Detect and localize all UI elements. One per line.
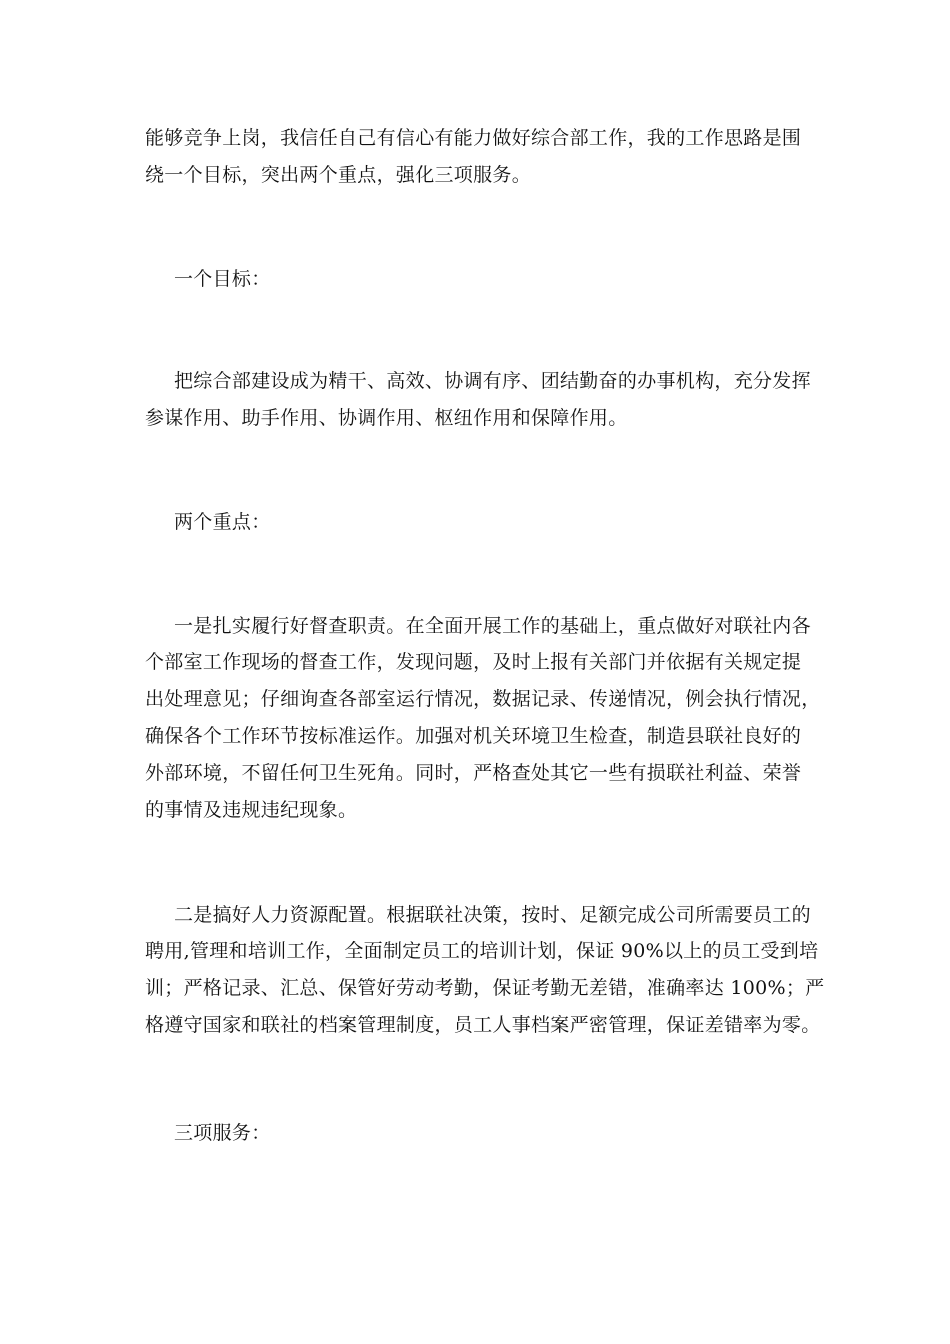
paragraph-intro-line-1: 能够竞争上岗，我信任自己有信心有能力做好综合部工作，我的工作思路是围 <box>145 127 802 149</box>
paragraph-goal-line-1: 把综合部建设成为精干、高效、协调有序、团结勤奋的办事机构，充分发挥 <box>174 370 811 392</box>
paragraph-focus-one-line-2: 个部室工作现场的督查工作，发现问题，及时上报有关部门并依据有关规定提 <box>145 651 802 673</box>
paragraph-focus-two-line-1: 二是搞好人力资源配置。根据联社决策，按时、足额完成公司所需要员工的 <box>174 904 811 926</box>
paragraph-focus-one-line-1: 一是扎实履行好督查职责。在全面开展工作的基础上，重点做好对联社内各 <box>174 615 811 637</box>
paragraph-focus-one-line-3: 出处理意见；仔细询查各部室运行情况，数据记录、传递情况，例会执行情况， <box>145 688 821 710</box>
paragraph-focus-one-line-4: 确保各个工作环节按标准运作。加强对机关环境卫生检查，制造县联社良好的 <box>145 725 802 747</box>
heading-one-goal: 一个目标： <box>174 268 271 290</box>
heading-two-focuses: 两个重点： <box>174 511 271 533</box>
heading-three-services: 三项服务： <box>174 1122 271 1144</box>
paragraph-focus-one-line-6: 的事情及违规违纪现象。 <box>145 799 358 821</box>
paragraph-focus-two-line-4: 格遵守国家和联社的档案管理制度，员工人事档案严密管理，保证差错率为零。 <box>145 1014 821 1036</box>
paragraph-focus-one-line-5: 外部环境，不留任何卫生死角。同时，严格查处其它一些有损联社利益、荣誉 <box>145 762 802 784</box>
paragraph-goal-line-2: 参谋作用、助手作用、协调作用、枢纽作用和保障作用。 <box>145 407 628 429</box>
paragraph-focus-two-line-3: 训；严格记录、汇总、保管好劳动考勤，保证考勤无差错，准确率达 100%；严 <box>145 977 825 999</box>
paragraph-focus-two-line-2: 聘用,管理和培训工作，全面制定员工的培训计划，保证 90%以上的员工受到培 <box>145 940 819 962</box>
paragraph-intro-line-2: 绕一个目标，突出两个重点，强化三项服务。 <box>145 164 532 186</box>
